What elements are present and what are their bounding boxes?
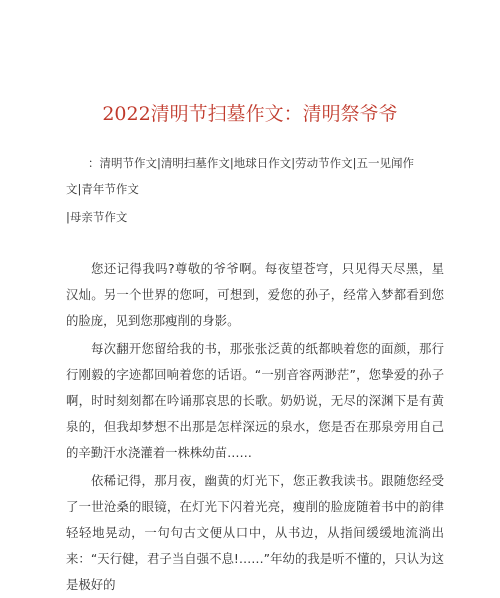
page-title: 2022清明节扫墓作文：清明祭爷爷 — [102, 103, 398, 125]
category-links — [66, 150, 456, 230]
paragraph: 您还记得我吗?尊敬的爷爷啊。每夜望苍穹，只见得天尽黑，星汉灿。另一个世界的您呵，可想到，爱您的孙子，经常入梦都看到您的脸庞，见到您那瘦削的身影。 — [66, 261, 444, 328]
paragraph: 每次翻开您留给我的书，那张张泛黄的纸都映着您的面颜，那行行刚毅的字迹都回响着您的话语。“一别音容两渺茫”，您挚爱的孙子啊，时时刻刻都在吟诵那哀思的长歌。奶奶说，无尽的深渊下是有黄泉的，但我却梦想不出那是怎样深远的泉水，您是否在那泉旁用自己的辛勤汗水浇灌着一株株幼苗…… — [66, 341, 444, 460]
category-line[interactable]: ：清明节作文|清明扫墓作文|地球日作文|劳动节作文|五一见闻作 — [88, 156, 414, 170]
category-line[interactable]: 文|青年节作文 — [66, 182, 139, 196]
category-line[interactable]: |母亲节作文 — [66, 210, 128, 224]
paragraph: 依稀记得，那月夜，幽黄的灯光下，您正教我读书。跟随您经受了一世沧桑的眼镜，在灯光下闪着光亮，瘦削的脸庞随着书中的韵律轻轻地晃动，一句句古文便从口中，从书边，从指间缓缓地流淌出来：“天行健，君子当自强不息!……”年幼的我是听不懂的，只认为这是极好的 — [66, 473, 444, 592]
article-body — [66, 256, 444, 598]
